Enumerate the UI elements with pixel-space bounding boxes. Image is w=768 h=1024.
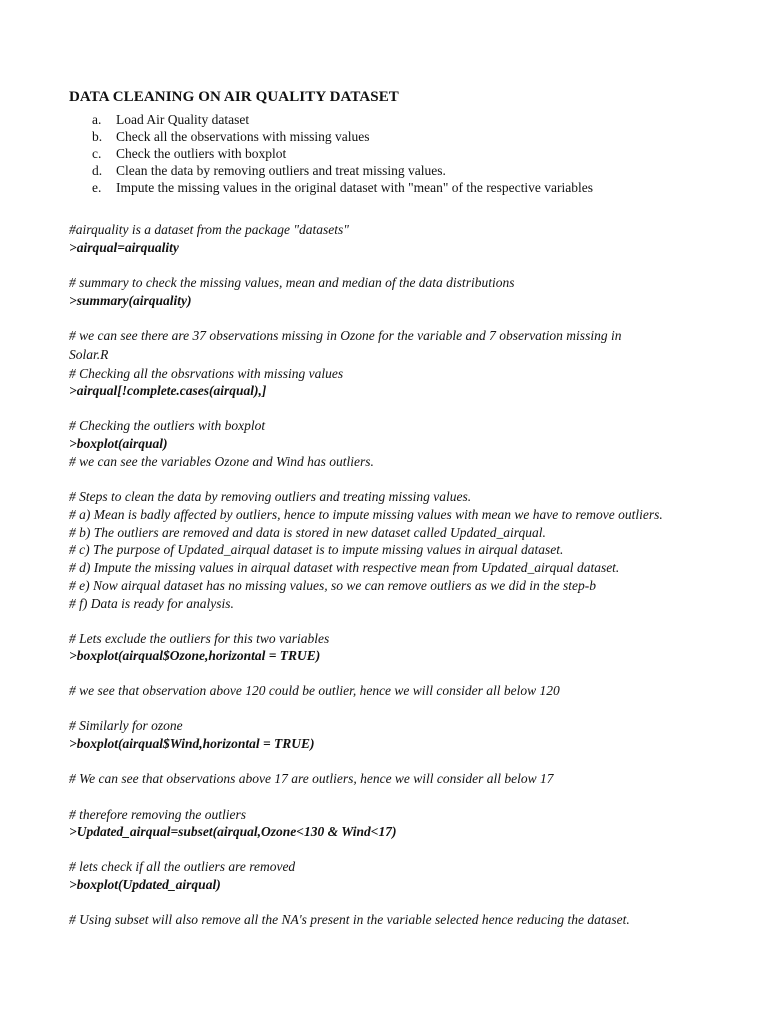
comment-line: # b) The outliers are removed and data is stored in new dataset called Updated_airqual. bbox=[69, 525, 546, 540]
command-line: >Updated_airqual=subset(airqual,Ozone<130 & Wind<17) bbox=[69, 824, 397, 839]
comment-line: Solar.R bbox=[69, 347, 109, 362]
comment-line: # d) Impute the missing values in airqual dataset with respective mean from Updated_airqual dataset. bbox=[69, 560, 620, 575]
comment-line: # we can see there are 37 observations missing in Ozone for the variable and 7 observation missing in bbox=[69, 328, 622, 343]
list-item-text: Load Air Quality dataset bbox=[116, 112, 250, 127]
comment-line: #airquality is a dataset from the package "datasets" bbox=[69, 222, 349, 237]
comment-line: # therefore removing the outliers bbox=[69, 807, 246, 822]
list-item-text: Impute the missing values in the original dataset with "mean" of the respective variables bbox=[116, 180, 594, 195]
command-line: >boxplot(airqual$Ozone,horizontal = TRUE) bbox=[69, 648, 321, 663]
comment-line: # c) The purpose of Updated_airqual dataset is to impute missing values in airqual dataset. bbox=[69, 542, 564, 557]
comment-line: # Checking the outliers with boxplot bbox=[69, 418, 266, 433]
comment-line: # Checking all the obsrvations with missing values bbox=[69, 366, 344, 381]
page-title: DATA CLEANING ON AIR QUALITY DATASET bbox=[69, 89, 399, 105]
list-marker: b. bbox=[92, 129, 103, 144]
command-line: >boxplot(Updated_airqual) bbox=[69, 877, 221, 892]
comment-line: # a) Mean is badly affected by outliers, hence to impute missing values with mean we have to remove outliers. bbox=[69, 507, 663, 522]
list-item-text: Check all the observations with missing values bbox=[116, 129, 370, 144]
command-line: >boxplot(airqual$Wind,horizontal = TRUE) bbox=[69, 736, 315, 751]
comment-line: # Using subset will also remove all the NA's present in the variable selected hence reducing the dataset. bbox=[69, 912, 630, 927]
command-line: >airqual[!complete.cases(airqual),] bbox=[69, 383, 267, 398]
list-item-text: Check the outliers with boxplot bbox=[116, 146, 287, 161]
list-item bbox=[92, 128, 593, 145]
comment-line: # Similarly for ozone bbox=[69, 718, 183, 733]
list-item bbox=[92, 111, 593, 128]
command-line: >airqual=airquality bbox=[69, 240, 179, 255]
comment-line: # f) Data is ready for analysis. bbox=[69, 596, 234, 611]
comment-line: # Lets exclude the outliers for this two variables bbox=[69, 631, 330, 646]
list-marker: a. bbox=[92, 112, 102, 127]
list-marker: e. bbox=[92, 180, 102, 195]
list-item bbox=[92, 162, 593, 179]
command-line: >summary(airquality) bbox=[69, 293, 192, 308]
list-marker: d. bbox=[92, 163, 103, 178]
list-item bbox=[92, 179, 593, 196]
steps-list bbox=[92, 111, 593, 196]
command-line: >boxplot(airqual) bbox=[69, 436, 168, 451]
comment-line: # We can see that observations above 17 are outliers, hence we will consider all below 17 bbox=[69, 771, 554, 786]
comment-line: # lets check if all the outliers are removed bbox=[69, 859, 296, 874]
comment-line: # summary to check the missing values, mean and median of the data distributions bbox=[69, 275, 515, 290]
comment-line: # we can see the variables Ozone and Wind has outliers. bbox=[69, 454, 374, 469]
comment-line: # we see that observation above 120 could be outlier, hence we will consider all below 120 bbox=[69, 683, 560, 698]
list-item-text: Clean the data by removing outliers and treat missing values. bbox=[116, 163, 446, 178]
list-item bbox=[92, 145, 593, 162]
list-marker: c. bbox=[92, 146, 102, 161]
comment-line: # e) Now airqual dataset has no missing values, so we can remove outliers as we did in the step-b bbox=[69, 578, 596, 593]
comment-line: # Steps to clean the data by removing outliers and treating missing values. bbox=[69, 489, 472, 504]
